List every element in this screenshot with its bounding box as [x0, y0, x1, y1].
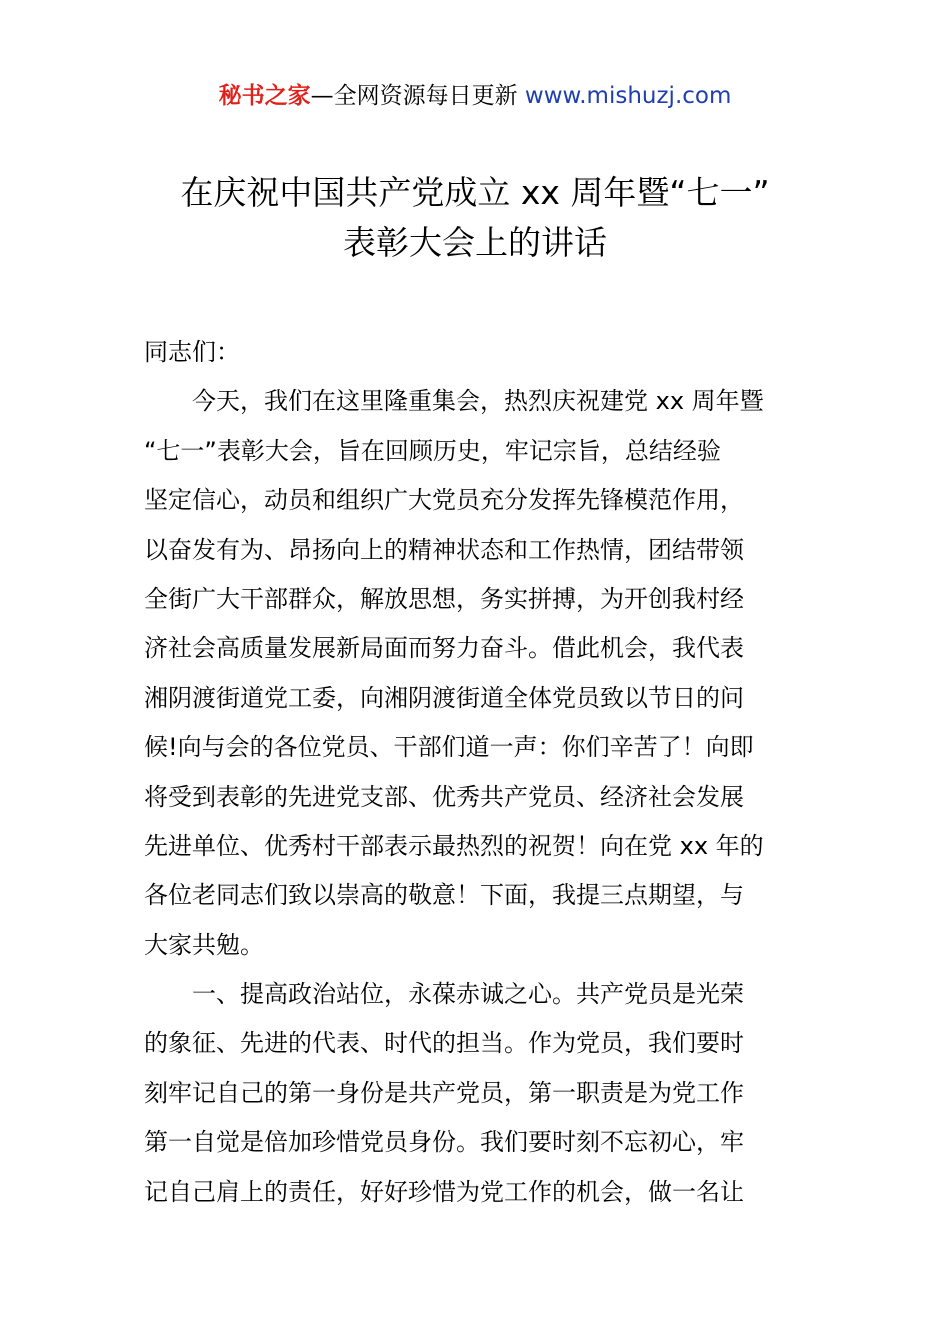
body-line: 第一自觉是倍加珍惜党员身份。我们要时刻不忘初心，牢: [144, 1128, 744, 1157]
body-line: 各位老同志们致以崇高的敬意！下面，我提三点期望，与: [144, 881, 744, 910]
body-line: 以奋发有为、昂扬向上的精神状态和工作热情，团结带领: [144, 535, 744, 564]
body-line: “七一”表彰大会，旨在回顾历史，牢记宗旨，总结经验: [144, 436, 721, 465]
body-line: 记自己肩上的责任，好好珍惜为党工作的机会，做一名让: [144, 1177, 744, 1206]
body-line: 大家共勉。: [144, 930, 264, 959]
document-title: [0, 168, 950, 268]
body-line: 济社会高质量发展新局面而努力奋斗。借此机会，我代表: [144, 634, 744, 663]
document-body: [144, 328, 808, 1217]
site-brand: 秘书之家: [218, 83, 311, 109]
salutation: 同志们：: [144, 338, 240, 366]
body-line: 刻牢记自己的第一身份是共产党员，第一职责是为党工作: [144, 1078, 744, 1107]
document-title-line-1: 在庆祝中国共产党成立 xx 周年暨“七一”: [180, 173, 770, 212]
site-url-link[interactable]: www.mishuzj.com: [524, 83, 732, 109]
body-line: 湘阴渡街道党工委，向湘阴渡街道全体党员致以节日的问: [144, 683, 744, 712]
document-title-line-2: 表彰大会上的讲话: [343, 223, 607, 262]
body-line: 的象征、先进的代表、时代的担当。作为党员，我们要时: [144, 1029, 744, 1058]
body-line: 今天，我们在这里隆重集会，热烈庆祝建党 xx 周年暨: [192, 387, 764, 416]
body-line: 坚定信心，动员和组织广大党员充分发挥先锋模范作用，: [144, 486, 744, 515]
body-line: 将受到表彰的先进党支部、优秀共产党员、经济社会发展: [144, 782, 744, 811]
body-line: 先进单位、优秀村干部表示最热烈的祝贺！向在党 xx 年的: [144, 831, 764, 860]
body-line: 一、提高政治站位，永葆赤诚之心。共产党员是光荣: [192, 980, 744, 1009]
site-tagline: —全网资源每日更新: [310, 83, 525, 109]
body-line: 全街广大干部群众，解放思想，务实拼搏，为开创我村经: [144, 584, 744, 613]
body-line: 候!向与会的各位党员、干部们道一声：你们辛苦了！向即: [144, 733, 754, 762]
site-header: [0, 80, 950, 112]
